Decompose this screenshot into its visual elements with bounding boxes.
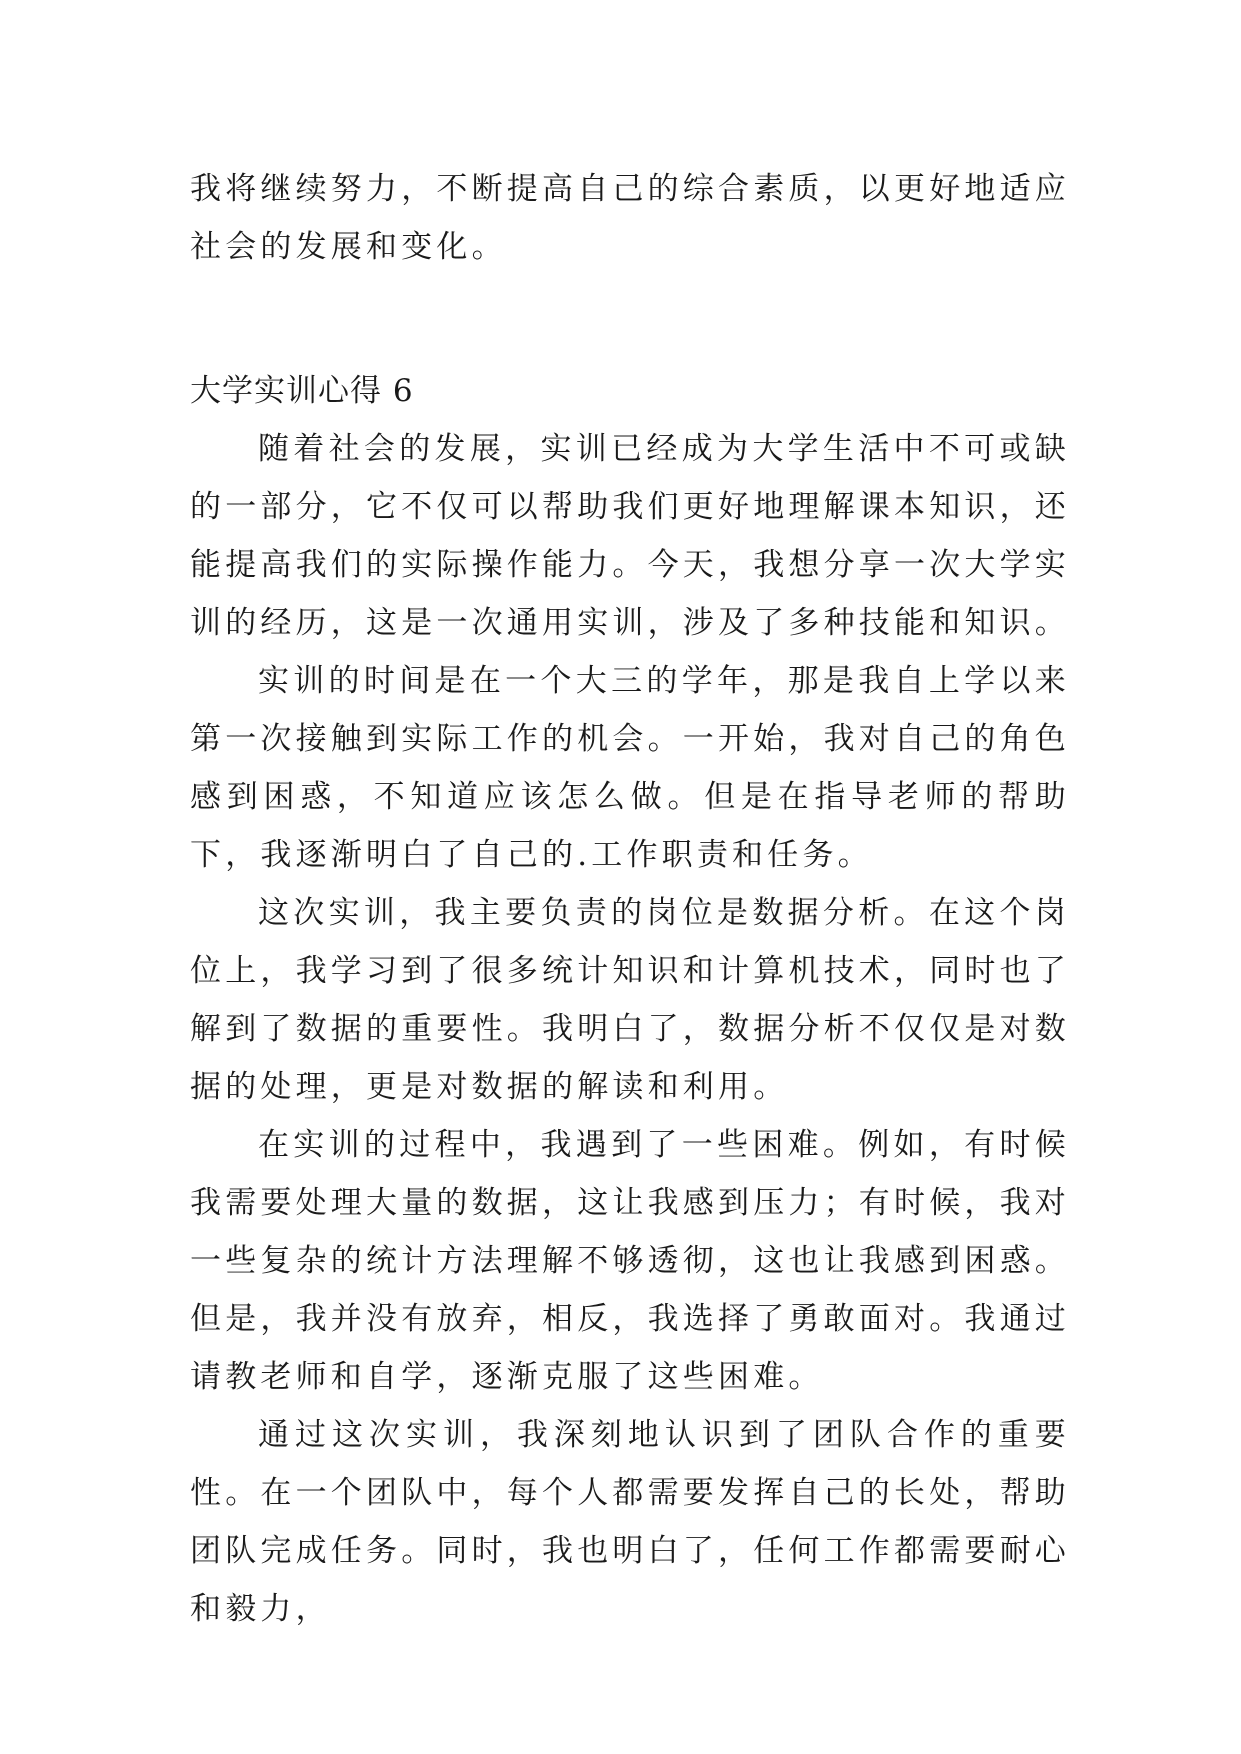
paragraph-1: 随着社会的发展，实训已经成为大学生活中不可或缺的一部分，它不仅可以帮助我们更好地理解课本知识，还能提高我们的实际操作能力。今天，我想分享一次大学实训的经历，这是一次通用实训，涉及了多种技能和知识。 bbox=[190, 431, 1070, 641]
paragraph-2: 实训的时间是在一个大三的学年，那是我自上学以来第一次接触到实际工作的机会。一开始，我对自己的角色感到困惑，不知道应该怎么做。但是在指导老师的帮助下，我逐渐明白了自己的.工作职责和任务。 bbox=[190, 663, 1070, 873]
section-title: 大学实训心得 6 bbox=[190, 373, 414, 409]
paragraph-3: 这次实训，我主要负责的岗位是数据分析。在这个岗位上，我学习到了很多统计知识和计算机技术，同时也了解到了数据的重要性。我明白了，数据分析不仅仅是对数据的处理，更是对数据的解读和利用。 bbox=[190, 895, 1070, 1105]
paragraph-5: 通过这次实训，我深刻地认识到了团队合作的重要性。在一个团队中，每个人都需要发挥自己的长处，帮助团队完成任务。同时，我也明白了，任何工作都需要耐心和毅力， bbox=[190, 1417, 1070, 1627]
paragraph-4: 在实训的过程中，我遇到了一些困难。例如，有时候我需要处理大量的数据，这让我感到压力；有时候，我对一些复杂的统计方法理解不够透彻，这也让我感到困惑。但是，我并没有放弃，相反，我选择了勇敢面对。我通过请教老师和自学，逐渐克服了这些困难。 bbox=[190, 1127, 1070, 1395]
document-body bbox=[190, 160, 1070, 1638]
continuation-paragraph: 我将继续努力，不断提高自己的综合素质，以更好地适应社会的发展和变化。 bbox=[190, 171, 1070, 265]
